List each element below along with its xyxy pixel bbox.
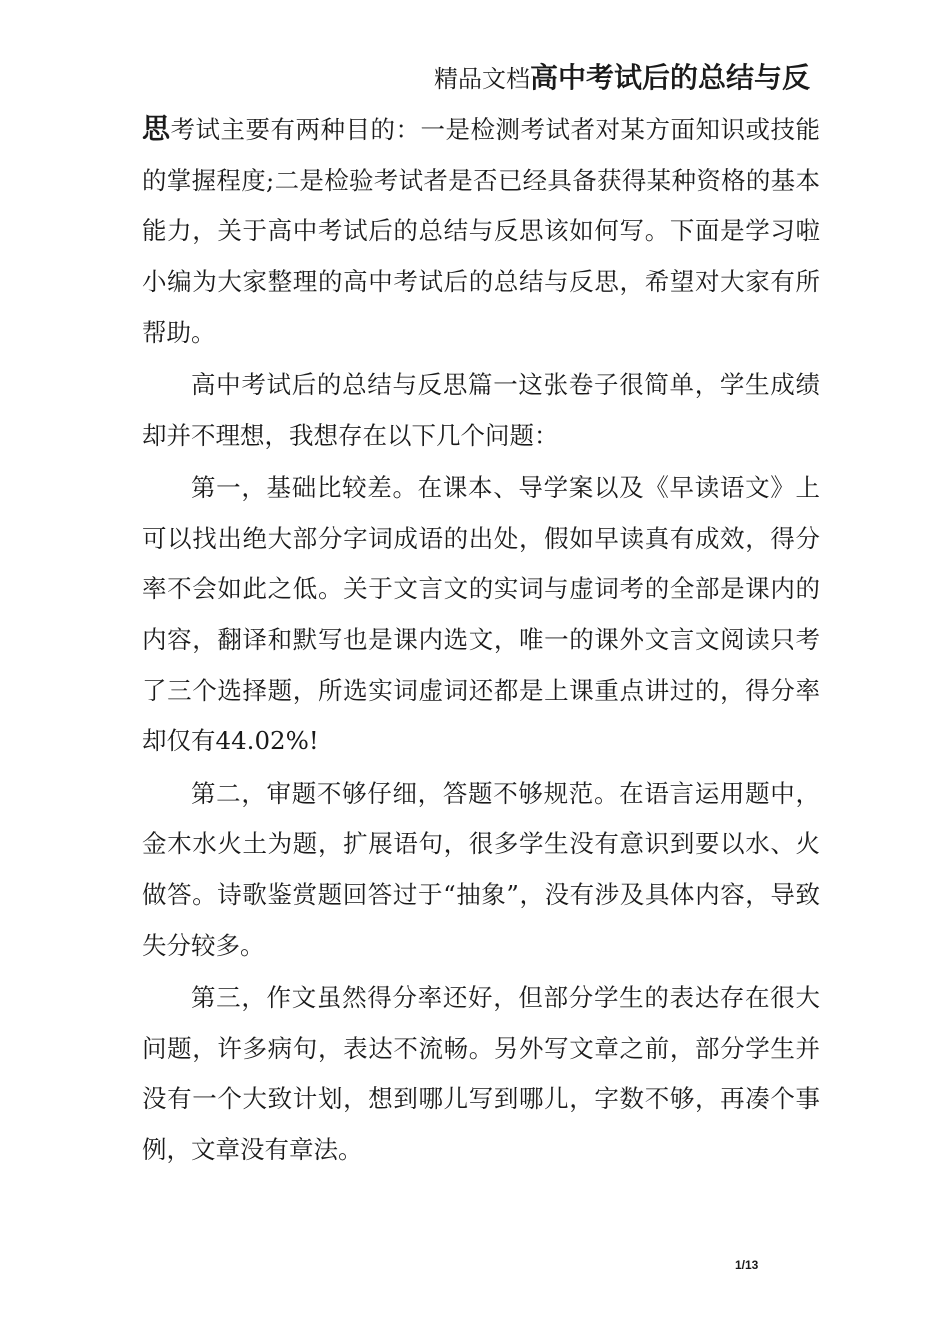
paragraph-article-one-opening: 高中考试后的总结与反思篇一这张卷子很简单，学生成绩却并不理想，我想存在以下几个问题： [142,370,820,450]
intro-text: 考试主要有两种目的：一是检测考试者对某方面知识或技能的掌握程度;二是检验考试者是否已经具备获得某种资格的基本能力，关于高中考试后的总结与反思该如何写。下面是学习啦小编为大家整理的高中考试后的总结与反思，希望对大家有所帮助。 [142,115,820,347]
header-brand: 精品文档 [433,65,530,93]
page-number: 1/13 [735,1258,759,1272]
document-title-part1: 高中考试后的总结与反 [529,61,810,94]
paragraph-point-three: 第三，作文虽然得分率还好，但部分学生的表达存在很大问题，许多病句，表达不流畅。另外写文章之前，部分学生并没有一个大致计划，想到哪儿写到哪儿，字数不够，再凑个事例，文章没有章法。 [142,982,820,1165]
paragraph-point-one: 第一，基础比较差。在课本、导学案以及《早读语文》上可以找出绝大部分字词成语的出处，假如早读真有成效，得分率不会如此之低。关于文言文的实词与虚词考的全部是课内的内容，翻译和默写也是课内选文，唯一的课外文言文阅读只考了三个选择题，所选实词虚词还都是上课重点讲过的，得分率却仅有44.02%! [142,472,820,756]
page-header [434,58,810,99]
paragraph-point-two: 第二，审题不够仔细，答题不够规范。在语言运用题中，金木水火土为题，扩展语句，很多学生没有意识到要以水、火做答。诗歌鉴赏题回答过于“抽象”，没有涉及具体内容，导致失分较多。 [142,778,820,960]
document-title-part2: 思 [142,112,171,145]
document-body [142,104,820,1176]
intro-paragraph [142,104,820,359]
